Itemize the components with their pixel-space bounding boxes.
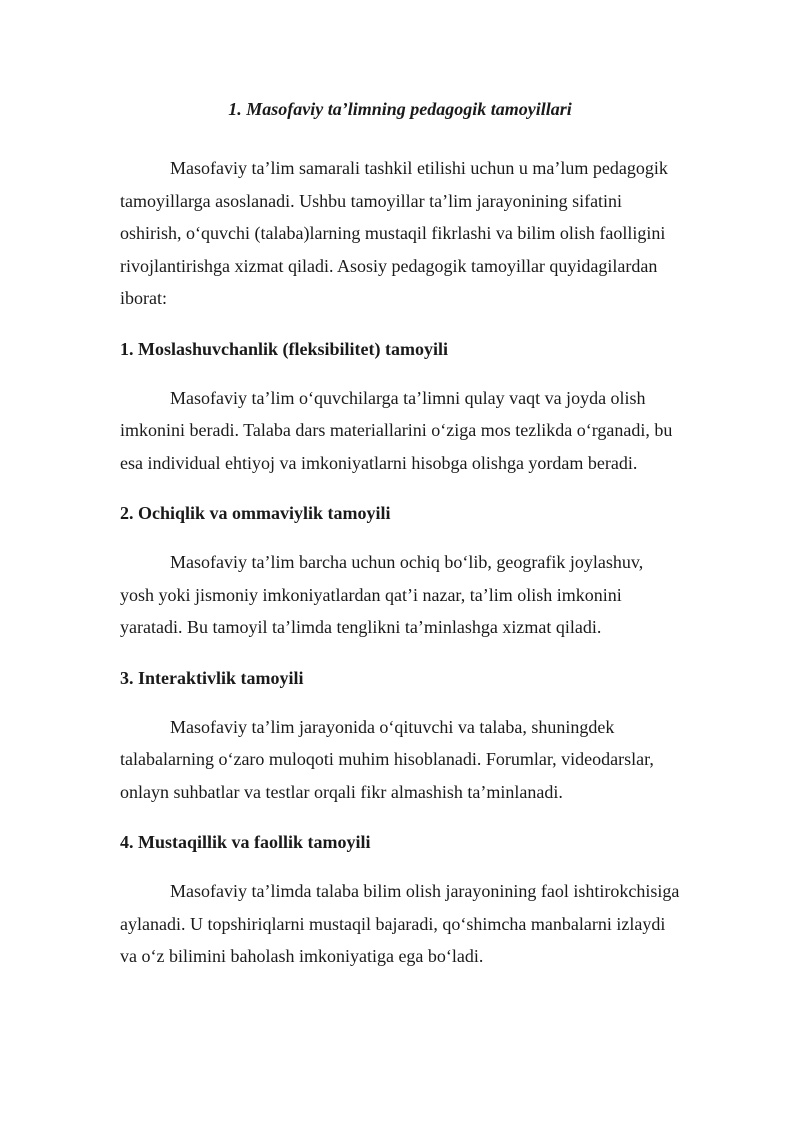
section-heading-interactivity: 3. Interaktivlik tamoyili bbox=[120, 667, 304, 688]
section-text-interactivity: Masofaviy ta’lim jarayonida o‘qituvchi va talaba, shuningdek talabalarning o‘zaro muloqoti muhim hisoblanadi. Forumlar, videodarslar, onlayn suhbatlar va testlar orqali fikr almashish ta’minlanadi. bbox=[120, 716, 654, 802]
section-text-independence: Masofaviy ta’limda talaba bilim olish jarayonining faol ishtirokchisiga aylanadi. U topshiriqlarni mustaqil bajaradi, qo‘shimcha manbalarni izlaydi va o‘z bilimini baholash imkoniyatiga ega bo‘ladi. bbox=[120, 881, 680, 966]
section-heading-openness: 2. Ochiqlik va ommaviylik tamoyili bbox=[120, 503, 391, 523]
section-heading-independence: 4. Mustaqillik va faollik tamoyili bbox=[120, 832, 371, 852]
section-text-openness: Masofaviy ta’lim barcha uchun ochiq bo‘lib, geografik joylashuv, yosh yoki jismoniy imkoniyatlardan qat’i nazar, ta’lim olish imkonini yaratadi. Bu tamoyil ta’limda tenglikni ta’minlashga xizmat qiladi. bbox=[120, 552, 644, 637]
section-heading-flexibility: 1. Moslashuvchanlik (fleksibilitet) tamoyili bbox=[120, 338, 449, 359]
document-title: 1. Masofaviy ta’limning pedagogik tamoyillari bbox=[228, 99, 572, 119]
intro-paragraph: Masofaviy ta’lim samarali tashkil etilishi uchun u ma’lum pedagogik tamoyillarga asoslanadi. Ushbu tamoyillar ta’lim jarayonining sifatini oshirish, o‘quvchi (talaba)larning mustaqil fikrlashi va bilim olish faolligini rivojlantirishga xizmat qiladi. Asosiy pedagogik tamoyillar quyidagilardan iborat: bbox=[120, 158, 668, 308]
section-text-flexibility: Masofaviy ta’lim o‘quvchilarga ta’limni qulay vaqt va joyda olish imkonini beradi. Talaba dars materiallarini o‘ziga mos tezlikda o‘rganadi, bu esa individual ehtiyoj va imkoniyatlarni hisobga olishga yordam beradi. bbox=[120, 387, 673, 473]
document-body bbox=[120, 94, 680, 973]
